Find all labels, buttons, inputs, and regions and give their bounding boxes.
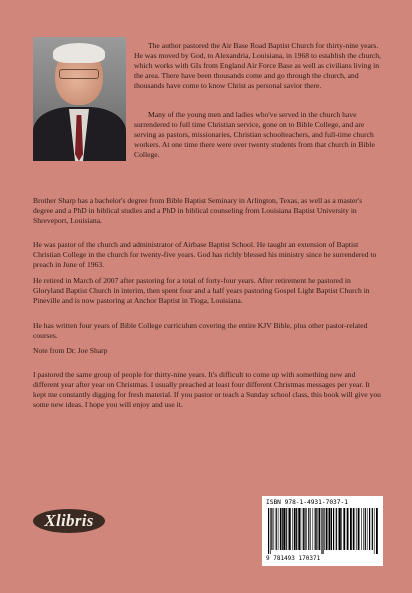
- barcode-bar: [288, 508, 289, 550]
- author-bio-paragraph-1: [134, 41, 381, 91]
- barcode-bar: [313, 508, 314, 550]
- isbn-label: ISBN 978-1-4931-7037-1: [266, 499, 348, 506]
- author-note-text: I pastored the same group of people for thirty-nine years. It's difficult to come up with something new and different year after year on Christmas. I usually preached at least four different Christmas messages per year. It kept me constantly digging for fresh material. If you pastor or teach a Sunday school class, this book will give you some new ideas. I hope you will enjoy and use it.: [33, 370, 381, 410]
- barcode-bar: [271, 508, 272, 550]
- publisher-logo-text: Xlibris: [44, 511, 94, 530]
- photo-glasses: [59, 69, 99, 79]
- author-bio-paragraph-4: [33, 240, 381, 270]
- barcode-bar: [322, 508, 323, 554]
- barcode-bar: [350, 508, 352, 550]
- barcode-bar: [278, 508, 279, 550]
- barcode-bar: [356, 508, 357, 550]
- barcode-bar: [331, 508, 332, 550]
- barcode-bar: [296, 508, 297, 550]
- photo-hair: [53, 43, 105, 63]
- barcode-bar: [276, 508, 277, 550]
- ean-digits: 9 781493 170371: [266, 555, 321, 562]
- barcode-bar: [374, 508, 375, 554]
- barcode-bar: [367, 508, 368, 550]
- barcode-bar: [338, 508, 339, 550]
- barcode-bar: [341, 508, 342, 550]
- barcode-bar: [268, 508, 269, 554]
- barcode-bar: [361, 508, 362, 550]
- barcode-bar: [270, 508, 271, 554]
- barcode-bar: [308, 508, 309, 550]
- publisher-logo: [33, 509, 105, 533]
- barcode-bars: [268, 508, 378, 554]
- barcode-bar: [363, 508, 364, 550]
- author-bio-paragraph-3: [33, 196, 381, 226]
- barcode-bar: [343, 508, 345, 550]
- barcode-bar: [365, 508, 366, 550]
- barcode-bar: [376, 508, 378, 554]
- barcode-bar: [304, 508, 305, 550]
- barcode-bar: [280, 508, 281, 550]
- bio-text-2: Many of the young men and ladies who've served in the church have surrendered to full time Christian service, gone on to Bible College, and are serving as pastors, missionaries, Christian schoolteachers, and full-time church workers. At one time there were over twenty students from that church in Bible College.: [134, 110, 375, 160]
- isbn-barcode: [262, 496, 383, 566]
- barcode-bar: [286, 508, 287, 550]
- barcode-bar: [282, 508, 283, 550]
- barcode-bar: [329, 508, 331, 550]
- bio-text-5: He retired in March of 2007 after pastoring for a total of forty-four years. After retirement he pastored in Gloryland Baptist Church in interim, then spent four and a half years pastoring Gospel Light Baptist Church in Pineville and is now pastoring at Anchor Baptist in Tioga, Louisiana.: [33, 276, 370, 306]
- barcode-bar: [336, 508, 337, 550]
- barcode-bar: [355, 508, 356, 550]
- barcode-bar: [333, 508, 334, 550]
- barcode-bar: [339, 508, 341, 550]
- note-heading-text: Note from Dr. Joe Sharp: [33, 346, 108, 355]
- barcode-bar: [369, 508, 370, 550]
- barcode-bar: [321, 508, 322, 554]
- bio-text-4: He was pastor of the church and administrator of Airbase Baptist School. He taught an extension of Baptist Christian College in the church for twenty-five years. God has richly blessed his ministry since he surrendered to preach in June of 1963.: [33, 240, 377, 270]
- author-bio-paragraph-6: [33, 321, 381, 341]
- barcode-bar: [372, 508, 373, 550]
- barcode-bar: [306, 508, 307, 550]
- barcode-bar: [274, 508, 275, 550]
- note-heading: [33, 346, 381, 356]
- isbn-label-row: [266, 499, 348, 506]
- author-bio-paragraph-5: [33, 276, 381, 306]
- barcode-bar: [310, 508, 311, 550]
- bio-text-3: Brother Sharp has a bachelor's degree from Bible Baptist Seminary in Arlington, Texas, as well as a master's degree and a PhD in biblical studies and a PhD in biblical counseling from Louisiana Baptist University in Shreveport, Louisiana.: [33, 196, 363, 226]
- barcode-bar: [283, 508, 285, 550]
- bio-text-1: The author pastored the Air Base Road Baptist Church for thirty-nine years. He was moved by God, to Alexandria, Louisiana, in 1968 to establish the church, which works with GIs from England Air Force Base as well as civilians living in the area. There have been thousands come and go through the church, and thousands have come to know Christ as personal savior there.: [134, 41, 381, 91]
- author-photo: [33, 37, 126, 161]
- barcode-bar: [289, 508, 291, 550]
- barcode-bar: [347, 508, 349, 550]
- barcode-bar: [294, 508, 296, 550]
- barcode-bar: [292, 508, 293, 550]
- author-bio-paragraph-2: [134, 110, 381, 160]
- barcode-bar: [316, 508, 317, 550]
- barcode-bar: [303, 508, 304, 550]
- isbn-digits-row: [266, 555, 320, 562]
- barcode-bar: [324, 508, 325, 550]
- barcode-bar: [326, 508, 328, 550]
- barcode-bar: [358, 508, 360, 550]
- barcode-bar: [353, 508, 354, 550]
- barcode-bar: [315, 508, 316, 550]
- barcode-bar: [301, 508, 302, 550]
- author-note: [33, 370, 381, 410]
- bio-text-6: He has written four years of Bible College curriculum covering the entire KJV Bible, plus other pastor-related courses.: [33, 321, 368, 341]
- barcode-bar: [298, 508, 300, 550]
- barcode-bar: [319, 508, 321, 550]
